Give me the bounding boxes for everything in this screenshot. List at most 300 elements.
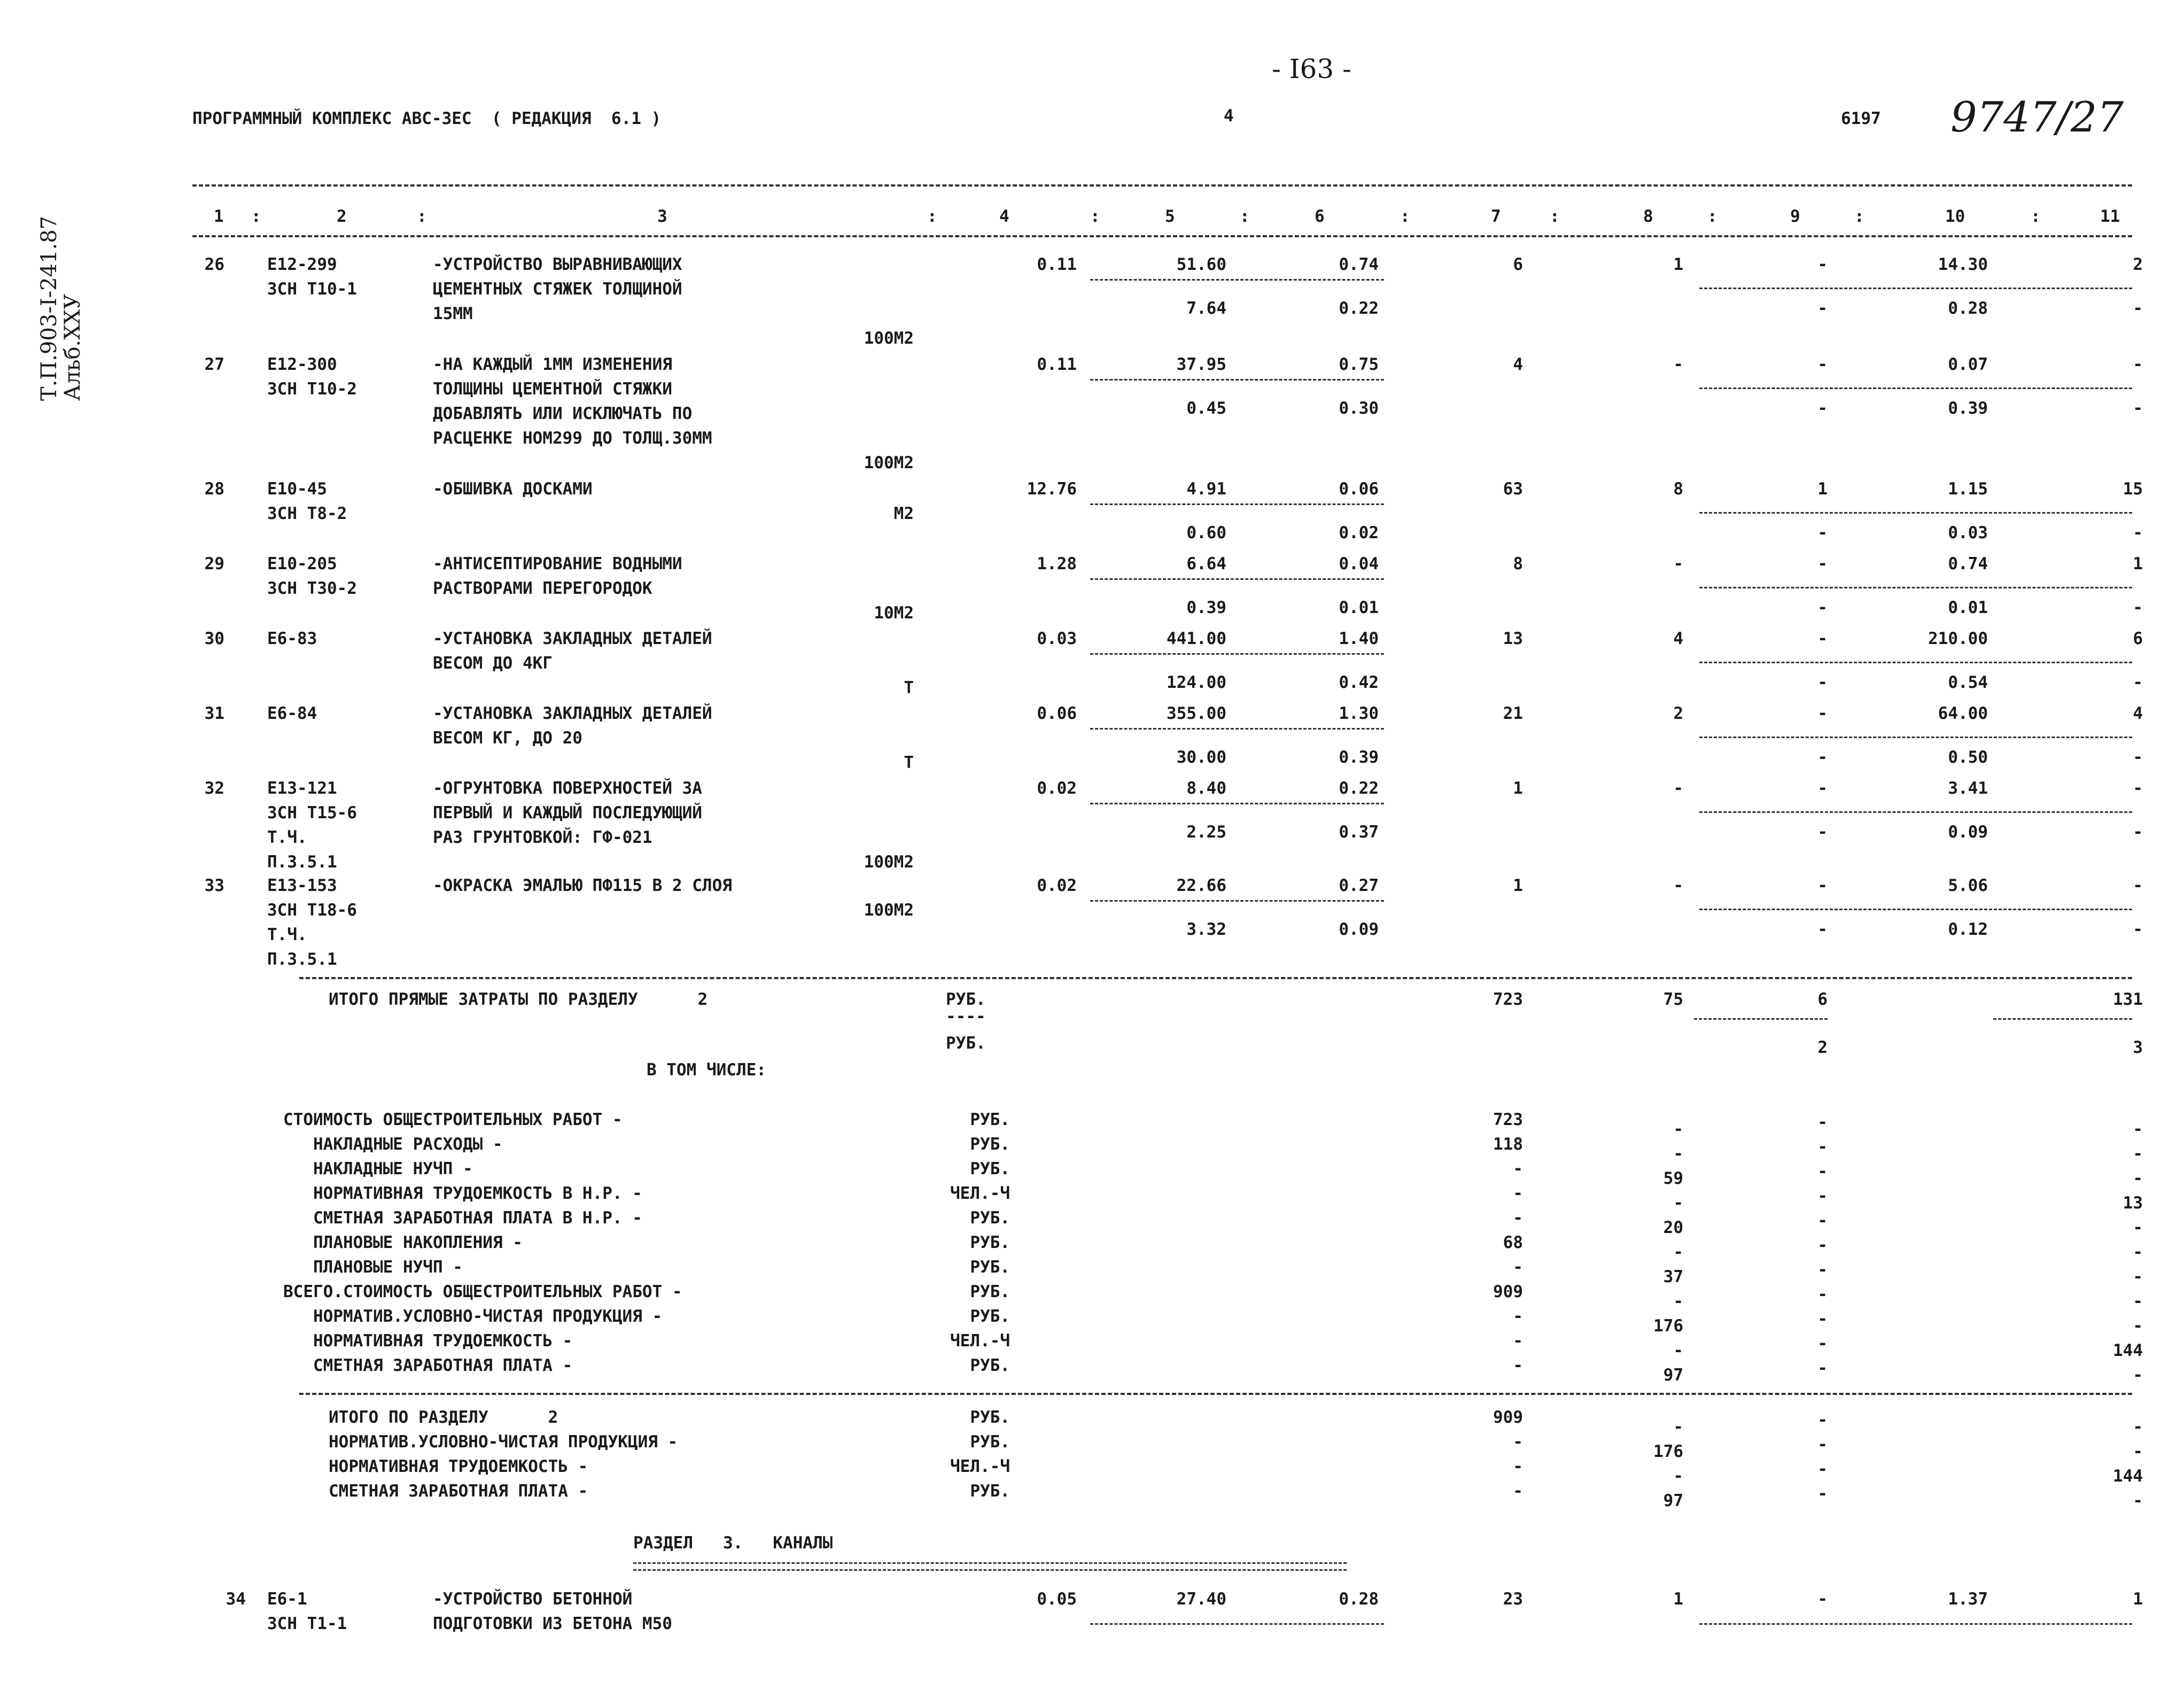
- entry-machine-cost: -: [1817, 1590, 1828, 1609]
- column-separator: :: [1400, 207, 1410, 226]
- header-page-small: 4: [1224, 106, 1234, 126]
- entry-labor-machine: 0.39: [1948, 399, 1988, 418]
- side-stamp-line: Альб.XXУ: [60, 293, 85, 401]
- totals-rule: [299, 977, 2132, 979]
- direct-costs-unit-2: РУБ.: [946, 1034, 986, 1053]
- column-separator: :: [251, 207, 261, 226]
- entry-total-cost: 63: [1503, 479, 1523, 499]
- cell-divider: [1993, 1018, 2132, 1020]
- entry-description: -АНТИСЕПТИРОВАНИЕ ВОДНЫМИ: [433, 554, 682, 573]
- total-row-machine: -: [1817, 1285, 1828, 1304]
- entry-unit-wage: 0.04: [1339, 554, 1379, 573]
- total-row-wage: 97: [1663, 1366, 1683, 1385]
- entry-quantity: 0.11: [1037, 355, 1077, 374]
- column-separator: :: [1240, 207, 1250, 226]
- column-separator: :: [1854, 207, 1864, 226]
- entry-labor-machine: 0.54: [1948, 673, 1988, 692]
- cell-divider: [1699, 662, 2132, 663]
- entry-number: 32: [204, 779, 224, 798]
- total-row-machine: -: [1817, 1162, 1828, 1181]
- entry-labor: 0.07: [1948, 355, 1988, 374]
- entry-description: ДОБАВЛЯТЬ ИЛИ ИСКЛЮЧАТЬ ПО: [433, 404, 693, 423]
- section-total-label: НОРМАТИВНАЯ ТРУДОЕМКОСТЬ -: [329, 1457, 588, 1476]
- entry-code: ЗСН Т10-1: [267, 280, 357, 299]
- entry-total-wage: -: [1673, 355, 1683, 374]
- entry-machine-wage: -: [1817, 299, 1828, 318]
- total-row-wage: 59: [1663, 1169, 1683, 1188]
- total-row-cost: -: [1513, 1208, 1523, 1228]
- entry-unit-cost-machine: 7.64: [1186, 299, 1226, 318]
- section-total-label: НОРМАТИВ.УСЛОВНО-ЧИСТАЯ ПРОДУКЦИЯ -: [329, 1432, 678, 1452]
- entry-unit-cost: 441.00: [1167, 629, 1226, 648]
- entry-unit-wage: 1.30: [1339, 704, 1379, 723]
- entry-quantity: 12.76: [1027, 479, 1077, 499]
- entry-unit-wage-machine: 0.01: [1339, 598, 1379, 617]
- column-separator: :: [1550, 207, 1560, 226]
- total-row-cost: -: [1513, 1307, 1523, 1326]
- entry-description: 15ММ: [433, 304, 473, 323]
- entry-number: 34: [226, 1590, 246, 1609]
- cell-divider: [1090, 379, 1384, 381]
- entry-description: ВЕСОМ КГ, ДО 20: [433, 728, 582, 748]
- entry-labor-machine-total: -: [2133, 399, 2143, 418]
- section-total-cost: 909: [1493, 1408, 1523, 1427]
- entry-description: -ОКРАСКА ЭМАЛЬЮ ПФ115 В 2 СЛОЯ: [433, 876, 732, 895]
- entry-description: ПОДГОТОВКИ ИЗ БЕТОНА М50: [433, 1614, 672, 1633]
- entry-code: Е10-45: [267, 479, 327, 499]
- total-row-unit: ЧЕЛ.-Ч: [950, 1184, 1010, 1203]
- direct-costs-label: ИТОГО ПРЯМЫЕ ЗАТРАТЫ ПО РАЗДЕЛУ 2: [329, 990, 708, 1009]
- entry-code: ЗСН Т18-6: [267, 901, 357, 920]
- entry-labor: 1.37: [1948, 1590, 1988, 1609]
- entry-labor-machine: 0.50: [1948, 748, 1988, 767]
- direct-costs-wage: 75: [1663, 990, 1683, 1009]
- total-row-label: СМЕТНАЯ ЗАРАБОТНАЯ ПЛАТА -: [283, 1356, 573, 1375]
- total-row-labor: 13: [2123, 1193, 2143, 1213]
- total-row-machine: -: [1817, 1211, 1828, 1230]
- entry-total-cost: 8: [1513, 554, 1523, 573]
- entry-labor-machine-total: -: [2133, 299, 2143, 318]
- entry-labor-total: -: [2133, 876, 2143, 895]
- entry-unit-wage: 0.22: [1339, 779, 1379, 798]
- entry-number: 31: [204, 704, 224, 723]
- column-header-11: 11: [2100, 207, 2120, 226]
- entry-total-cost: 4: [1513, 355, 1523, 374]
- section-total-unit: РУБ.: [970, 1408, 1010, 1427]
- entry-description: РАЗ ГРУНТОВКОЙ: ГФ-021: [433, 828, 652, 847]
- entry-unit-wage-machine: 0.09: [1339, 920, 1379, 939]
- entry-machine-wage: -: [1817, 920, 1828, 939]
- cell-divider: [1090, 803, 1384, 804]
- total-row-cost: -: [1513, 1331, 1523, 1351]
- cell-divider: [1090, 279, 1384, 281]
- total-row-cost: 118: [1493, 1135, 1523, 1154]
- cell-divider: [1699, 288, 2132, 289]
- entry-unit: 100М2: [864, 852, 914, 872]
- entry-code: Т.Ч.: [267, 828, 307, 847]
- total-row-unit: РУБ.: [970, 1135, 1010, 1154]
- side-stamp-line: Т.П.903-I-241.87: [37, 215, 61, 401]
- column-separator: :: [417, 207, 427, 226]
- entry-quantity: 0.03: [1037, 629, 1077, 648]
- entry-number: 28: [204, 479, 224, 499]
- entry-unit-cost-machine: 2.25: [1186, 823, 1226, 842]
- cell-divider: [1694, 1018, 1828, 1020]
- entry-description: -ОБШИВКА ДОСКАМИ: [433, 479, 593, 499]
- entry-unit-cost-machine: 30.00: [1176, 748, 1226, 767]
- section-total-machine: -: [1817, 1435, 1828, 1454]
- entry-code: ЗСН Т10-2: [267, 379, 357, 399]
- entry-unit-cost: 355.00: [1167, 704, 1226, 723]
- entry-unit-wage: 0.74: [1339, 255, 1379, 274]
- column-header-2: 2: [337, 207, 347, 226]
- total-row-wage: -: [1673, 1292, 1683, 1311]
- entry-unit-cost: 6.64: [1186, 554, 1226, 573]
- entry-code: П.3.5.1: [267, 852, 337, 872]
- cell-divider: [1090, 728, 1384, 730]
- entry-machine-wage: -: [1817, 523, 1828, 542]
- entry-total-wage: -: [1673, 554, 1683, 573]
- entry-machine-wage: -: [1817, 399, 1828, 418]
- entry-total-wage: -: [1673, 876, 1683, 895]
- entry-labor: 14.30: [1938, 255, 1988, 274]
- entry-description: -ОГРУНТОВКА ПОВЕРХНОСТЕЙ ЗА: [433, 779, 702, 798]
- entry-labor-total: 2: [2133, 255, 2143, 274]
- total-row-cost: 723: [1493, 1110, 1523, 1129]
- total-row-labor: -: [2133, 1169, 2143, 1188]
- total-row-machine: -: [1817, 1260, 1828, 1280]
- column-header-6: 6: [1315, 207, 1325, 226]
- entry-number: 27: [204, 355, 224, 374]
- entry-labor-machine: 0.12: [1948, 920, 1988, 939]
- column-header-3: 3: [657, 207, 667, 226]
- entry-unit: Т: [904, 678, 914, 697]
- total-row-machine: -: [1817, 1359, 1828, 1378]
- entry-description: -УСТРОЙСТВО ВЫРАВНИВАЮЩИХ: [433, 255, 682, 274]
- section-3-title: РАЗДЕЛ 3. КАНАЛЫ: [633, 1533, 833, 1553]
- entry-unit-cost: 37.95: [1176, 355, 1226, 374]
- total-row-wage: -: [1673, 1193, 1683, 1213]
- column-separator: :: [927, 207, 937, 226]
- total-row-label: НОРМАТИВНАЯ ТРУДОЕМКОСТЬ -: [283, 1331, 573, 1351]
- entry-description: РАСЦЕНКЕ НОМ299 ДО ТОЛЩ.30ММ: [433, 429, 712, 448]
- total-row-labor: -: [2133, 1243, 2143, 1262]
- total-row-unit: РУБ.: [970, 1307, 1010, 1326]
- entry-unit-wage-machine: 0.22: [1339, 299, 1379, 318]
- entry-unit-cost: 4.91: [1186, 479, 1226, 499]
- cell-divider: [1090, 900, 1384, 902]
- entry-unit-wage-machine: 0.42: [1339, 673, 1379, 692]
- entry-labor: 0.74: [1948, 554, 1988, 573]
- total-row-machine: -: [1817, 1236, 1828, 1255]
- entry-machine-wage: -: [1817, 673, 1828, 692]
- entry-machine-cost: -: [1817, 779, 1828, 798]
- entry-unit-wage: 0.75: [1339, 355, 1379, 374]
- entry-labor-machine-total: -: [2133, 748, 2143, 767]
- column-header-5: 5: [1165, 207, 1175, 226]
- entry-total-wage: 1: [1673, 255, 1683, 274]
- entry-labor-machine-total: -: [2133, 673, 2143, 692]
- entry-code: Е12-299: [267, 255, 337, 274]
- entry-labor-machine-total: -: [2133, 523, 2143, 542]
- section-total-machine: -: [1817, 1460, 1828, 1479]
- entry-labor-total: 4: [2133, 704, 2143, 723]
- section-total-wage: -: [1673, 1467, 1683, 1486]
- cell-divider: [1699, 512, 2132, 514]
- entry-machine-wage: -: [1817, 748, 1828, 767]
- direct-costs-total: 723: [1493, 990, 1523, 1009]
- column-header-9: 9: [1790, 207, 1800, 226]
- section-total-unit: РУБ.: [970, 1482, 1010, 1501]
- entry-machine-cost: -: [1817, 876, 1828, 895]
- section-total-rule: [299, 1393, 2132, 1395]
- total-row-label: НОРМАТИВ.УСЛОВНО-ЧИСТАЯ ПРОДУКЦИЯ -: [283, 1307, 663, 1326]
- entry-quantity: 0.11: [1037, 255, 1077, 274]
- entry-description: -УСТАНОВКА ЗАКЛАДНЫХ ДЕТАЛЕЙ: [433, 629, 712, 648]
- entry-unit-wage-machine: 0.30: [1339, 399, 1379, 418]
- section-total-label: ИТОГО ПО РАЗДЕЛУ 2: [329, 1408, 558, 1427]
- total-row-labor: -: [2133, 1218, 2143, 1237]
- entry-unit-wage: 1.40: [1339, 629, 1379, 648]
- entry-unit: 100М2: [864, 453, 914, 472]
- including-heading: В ТОМ ЧИСЛЕ:: [647, 1060, 766, 1080]
- entry-machine-wage: -: [1817, 598, 1828, 617]
- entry-total-cost: 1: [1513, 876, 1523, 895]
- cell-divider: [1699, 811, 2132, 813]
- total-row-labor: -: [2133, 1267, 2143, 1286]
- entry-labor-total: -: [2133, 779, 2143, 798]
- entry-quantity: 0.02: [1037, 876, 1077, 895]
- column-separator: :: [1090, 207, 1100, 226]
- entry-total-cost: 13: [1503, 629, 1523, 648]
- entry-machine-cost: -: [1817, 554, 1828, 573]
- entry-labor: 64.00: [1938, 704, 1988, 723]
- entry-machine-cost: 1: [1817, 479, 1828, 499]
- total-row-labor: -: [2133, 1366, 2143, 1385]
- total-row-wage: -: [1673, 1243, 1683, 1262]
- entry-labor: 1.15: [1948, 479, 1988, 499]
- entry-quantity: 0.05: [1037, 1590, 1077, 1609]
- entry-code: Е6-1: [267, 1590, 307, 1609]
- total-row-label: СТОИМОСТЬ ОБЩЕСТРОИТЕЛЬНЫХ РАБОТ -: [283, 1110, 623, 1129]
- entry-labor-total: 1: [2133, 554, 2143, 573]
- entry-code: ЗСН Т1-1: [267, 1614, 347, 1633]
- entry-description: ПЕРВЫЙ И КАЖДЫЙ ПОСЛЕДУЮЩИЙ: [433, 803, 702, 823]
- entry-unit-cost: 27.40: [1176, 1590, 1226, 1609]
- direct-costs-unit: РУБ.: [946, 990, 986, 1009]
- total-row-machine: -: [1817, 1137, 1828, 1157]
- total-row-label: СМЕТНАЯ ЗАРАБОТНАЯ ПЛАТА В Н.Р. -: [283, 1208, 642, 1228]
- cell-divider: [1090, 503, 1384, 505]
- entry-labor-machine-total: -: [2133, 920, 2143, 939]
- direct-costs-unit-divider: ----: [946, 1007, 986, 1026]
- cell-divider: [1699, 1623, 2132, 1625]
- total-row-label: ПЛАНОВЫЕ НАКОПЛЕНИЯ -: [283, 1233, 523, 1252]
- section-total-cost: -: [1513, 1482, 1523, 1501]
- entry-unit-wage-machine: 0.39: [1339, 748, 1379, 767]
- entry-unit: 10М2: [874, 603, 914, 623]
- column-header-4: 4: [999, 207, 1009, 226]
- entry-total-wage: 2: [1673, 704, 1683, 723]
- column-header-1: 1: [214, 207, 224, 226]
- section-total-machine: -: [1817, 1410, 1828, 1430]
- entry-description: ТОЛЩИНЫ ЦЕМЕНТНОЙ СТЯЖКИ: [433, 379, 672, 399]
- total-row-machine: -: [1817, 1187, 1828, 1206]
- entry-labor-machine: 0.28: [1948, 299, 1988, 318]
- total-row-wage: 20: [1663, 1218, 1683, 1237]
- table-top-rule: [192, 184, 2132, 187]
- total-row-machine: -: [1817, 1334, 1828, 1353]
- entry-labor-total: 6: [2133, 629, 2143, 648]
- cell-divider: [1090, 578, 1384, 580]
- cell-divider: [1090, 1623, 1384, 1625]
- total-row-wage: -: [1673, 1341, 1683, 1360]
- column-separator: :: [1707, 207, 1717, 226]
- entry-labor-total: 1: [2133, 1590, 2143, 1609]
- total-row-cost: 909: [1493, 1282, 1523, 1301]
- total-row-unit: РУБ.: [970, 1233, 1010, 1252]
- total-row-labor: -: [2133, 1144, 2143, 1164]
- entry-number: 33: [204, 876, 224, 895]
- entry-machine-cost: -: [1817, 255, 1828, 274]
- entry-description: -УСТАНОВКА ЗАКЛАДНЫХ ДЕТАЛЕЙ: [433, 704, 712, 723]
- entry-labor-total: 15: [2123, 479, 2143, 499]
- section-total-labor: -: [2133, 1442, 2143, 1461]
- entry-unit: 100М2: [864, 329, 914, 348]
- entry-unit-cost-machine: 3.32: [1186, 920, 1226, 939]
- entry-unit-cost-machine: 0.45: [1186, 399, 1226, 418]
- entry-unit-wage-machine: 0.37: [1339, 823, 1379, 842]
- entry-labor: 210.00: [1928, 629, 1988, 648]
- entry-labor-machine: 0.09: [1948, 823, 1988, 842]
- total-row-unit: РУБ.: [970, 1110, 1010, 1129]
- section-total-unit: ЧЕЛ.-Ч: [950, 1457, 1010, 1476]
- entry-unit-cost-machine: 0.39: [1186, 598, 1226, 617]
- entry-quantity: 1.28: [1037, 554, 1077, 573]
- entry-code: ЗСН Т15-6: [267, 803, 357, 823]
- total-row-cost: -: [1513, 1159, 1523, 1178]
- section-total-wage: -: [1673, 1417, 1683, 1437]
- total-row-label: ПЛАНОВЫЕ НУЧП -: [283, 1258, 463, 1277]
- column-separator: :: [2031, 207, 2041, 226]
- section-total-labor: -: [2133, 1417, 2143, 1437]
- entry-unit-cost: 51.60: [1176, 255, 1226, 274]
- total-row-unit: РУБ.: [970, 1282, 1010, 1301]
- total-row-machine: -: [1817, 1309, 1828, 1329]
- entry-code: Е12-300: [267, 355, 337, 374]
- entry-total-wage: 4: [1673, 629, 1683, 648]
- entry-total-wage: -: [1673, 779, 1683, 798]
- section-total-wage: 176: [1653, 1442, 1683, 1461]
- entry-description: -УСТРОЙСТВО БЕТОННОЙ: [433, 1590, 633, 1609]
- entry-labor-machine: 0.01: [1948, 598, 1988, 617]
- section-total-labor: -: [2133, 1491, 2143, 1510]
- column-header-10: 10: [1945, 207, 1965, 226]
- total-row-unit: РУБ.: [970, 1208, 1010, 1228]
- entry-description: РАСТВОРАМИ ПЕРЕГОРОДОК: [433, 579, 652, 598]
- entry-labor: 5.06: [1948, 876, 1988, 895]
- entry-code: ЗСН Т30-2: [267, 579, 357, 598]
- total-row-cost: -: [1513, 1184, 1523, 1203]
- entry-number: 29: [204, 554, 224, 573]
- total-row-wage: 176: [1653, 1316, 1683, 1336]
- header-code: 6197: [1841, 109, 1881, 128]
- entry-code: Е10-205: [267, 554, 337, 573]
- entry-code: Т.Ч.: [267, 925, 307, 944]
- entry-unit-cost-machine: 124.00: [1167, 673, 1226, 692]
- section-3-underline: [633, 1562, 1347, 1564]
- entry-labor-machine-total: -: [2133, 823, 2143, 842]
- section-total-cost: -: [1513, 1457, 1523, 1476]
- total-row-machine: -: [1817, 1113, 1828, 1132]
- section-total-wage: 97: [1663, 1491, 1683, 1510]
- entry-unit-wage-machine: 0.02: [1339, 523, 1379, 542]
- total-row-wage: 37: [1663, 1267, 1683, 1286]
- entry-machine-cost: -: [1817, 629, 1828, 648]
- section-total-labor: 144: [2113, 1467, 2143, 1486]
- cell-divider: [1699, 387, 2132, 389]
- cell-divider: [1699, 736, 2132, 738]
- side-stamp: [37, 216, 84, 401]
- handwritten-number: 9747/27: [1950, 94, 2124, 142]
- cell-divider: [1699, 587, 2132, 588]
- total-row-unit: ЧЕЛ.-Ч: [950, 1331, 1010, 1351]
- entry-total-wage: 1: [1673, 1590, 1683, 1609]
- direct-costs-labor-machine: 3: [2133, 1038, 2143, 1057]
- entry-quantity: 0.02: [1037, 779, 1077, 798]
- program-header: ПРОГРАММНЫЙ КОМПЛЕКС АВС-ЗЕС ( РЕДАКЦИЯ 6.1 ): [192, 109, 662, 128]
- total-row-labor: -: [2133, 1292, 2143, 1311]
- total-row-label: ВСЕГО.СТОИМОСТЬ ОБЩЕСТРОИТЕЛЬНЫХ РАБОТ -: [283, 1282, 682, 1301]
- total-row-unit: РУБ.: [970, 1258, 1010, 1277]
- total-row-cost: -: [1513, 1356, 1523, 1375]
- section-3-underline: [633, 1569, 1347, 1571]
- direct-costs-machine: 6: [1817, 990, 1828, 1009]
- total-row-cost: -: [1513, 1258, 1523, 1277]
- cell-divider: [1699, 909, 2132, 910]
- section-total-unit: РУБ.: [970, 1432, 1010, 1452]
- entry-code: Е13-121: [267, 779, 337, 798]
- column-header-7: 7: [1491, 207, 1501, 226]
- entry-total-cost: 6: [1513, 255, 1523, 274]
- direct-costs-machine-wage: 2: [1817, 1038, 1828, 1057]
- entry-code: П.3.5.1: [267, 950, 337, 969]
- section-total-cost: -: [1513, 1432, 1523, 1452]
- page-number: - I63 -: [1272, 53, 1351, 84]
- entry-quantity: 0.06: [1037, 704, 1077, 723]
- entry-code: Е6-84: [267, 704, 317, 723]
- entry-labor-machine-total: -: [2133, 598, 2143, 617]
- entry-labor-machine: 0.03: [1948, 523, 1988, 542]
- entry-unit-wage: 0.06: [1339, 479, 1379, 499]
- entry-machine-cost: -: [1817, 704, 1828, 723]
- entry-total-wage: 8: [1673, 479, 1683, 499]
- entry-unit: Т: [904, 753, 914, 772]
- entry-description: -НА КАЖДЫЙ 1ММ ИЗМЕНЕНИЯ: [433, 355, 672, 374]
- entry-description: ЦЕМЕНТНЫХ СТЯЖЕК ТОЛЩИНОЙ: [433, 280, 682, 299]
- entry-labor-total: -: [2133, 355, 2143, 374]
- entry-description: ВЕСОМ ДО 4КГ: [433, 654, 553, 673]
- section-total-machine: -: [1817, 1484, 1828, 1503]
- total-row-label: НАКЛАДНЫЕ РАСХОДЫ -: [283, 1135, 503, 1154]
- entry-code: Е13-153: [267, 876, 337, 895]
- entry-unit-wage: 0.28: [1339, 1590, 1379, 1609]
- entry-unit: М2: [893, 504, 914, 523]
- entry-code: ЗСН Т8-2: [267, 504, 347, 523]
- total-row-label: НОРМАТИВНАЯ ТРУДОЕМКОСТЬ В Н.Р. -: [283, 1184, 642, 1203]
- cell-divider: [1090, 653, 1384, 655]
- section-total-label: СМЕТНАЯ ЗАРАБОТНАЯ ПЛАТА -: [329, 1482, 588, 1501]
